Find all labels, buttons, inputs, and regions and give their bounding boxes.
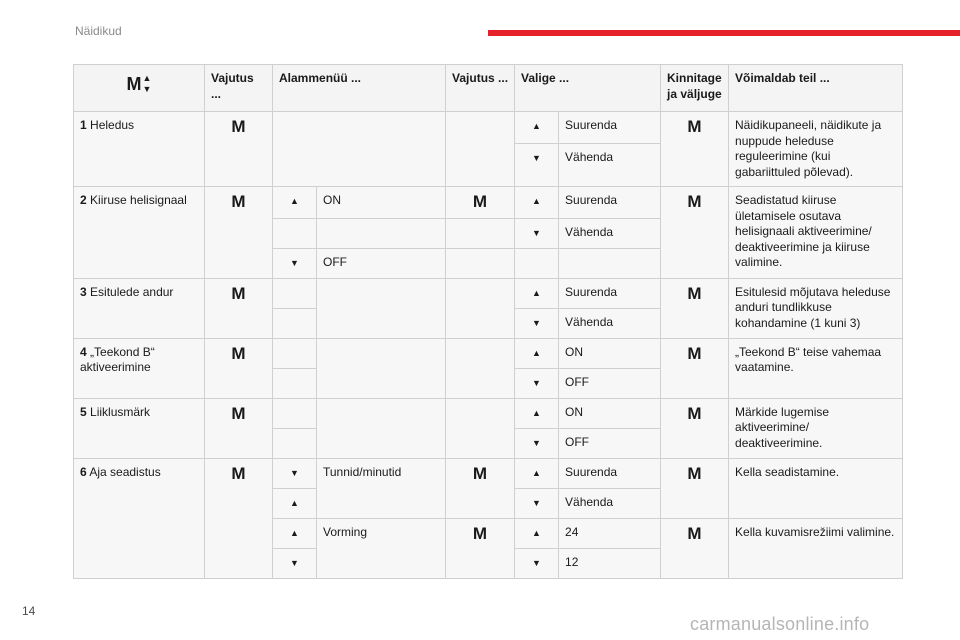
arrow-up-icon: ▲ (290, 497, 299, 508)
menu-m-icon: M (231, 283, 246, 303)
option-label: Vähenda (559, 144, 661, 187)
table-row (74, 338, 903, 368)
menu-m-icon: M (687, 343, 702, 363)
row-5-name-cell: 5 Liiklusmärk (74, 398, 205, 458)
option-label: Suurenda (559, 278, 661, 308)
submenu-label: Vorming (317, 518, 446, 578)
row-6-description: Kella seadistamine. (729, 458, 903, 518)
menu-m-icon: M (687, 403, 702, 423)
row-1-submenu-cell (273, 112, 446, 187)
option-label: Vähenda (559, 218, 661, 248)
arrow-up-icon: ▲ (142, 73, 152, 83)
page-number: 14 (22, 604, 36, 618)
arrow-up-icon: ▲ (532, 287, 541, 298)
header-press: Vajutus ... (205, 65, 273, 112)
arrow-up-icon: ▲ (532, 467, 541, 478)
table-row (74, 398, 903, 428)
header-press-second: Vajutus ... (446, 65, 515, 112)
table-header-row (74, 65, 903, 112)
submenu-label: Tunnid/minutid (317, 458, 446, 518)
header-confirm: Kinnitage ja väljuge (661, 65, 729, 112)
menu-m-icon: M (231, 343, 246, 363)
arrow-up-icon: ▲ (532, 347, 541, 358)
row-4-name-cell: 4 „Teekond B“ aktiveerimine (74, 338, 205, 398)
arrow-down-icon: ▼ (290, 557, 299, 568)
arrow-down-icon: ▼ (532, 317, 541, 328)
arrow-up-icon: ▲ (532, 196, 541, 206)
menu-m-icon: M (472, 192, 488, 211)
submenu-label: ON (317, 187, 446, 219)
arrow-up-icon: ▲ (290, 196, 299, 206)
menu-m-icon: M (231, 117, 246, 136)
row-6-name-cell: 6 Aja seadistus (74, 458, 205, 578)
table-row (74, 458, 903, 488)
header-submenu: Alammenüü ... (273, 65, 446, 112)
menu-m-icon: M (231, 403, 246, 423)
menu-m-icon: M (687, 117, 702, 136)
option-label: ON (559, 338, 661, 368)
row-1-description: Näidikupaneeli, näidikute ja nuppude heleduse reguleerimine (kui gabariittuled põlevad). (729, 112, 903, 187)
option-label: Suurenda (559, 458, 661, 488)
running-header: Näidikud (75, 24, 122, 38)
row-2-description: Seadistatud kiiruse ületamisele osutava helisignaali aktiveerimine/ deaktiveerimine ja kiiruse valimine. (729, 187, 903, 279)
arrow-up-icon: ▲ (532, 121, 541, 131)
arrow-up-icon: ▲ (532, 407, 541, 418)
option-label: OFF (559, 368, 661, 398)
menu-m-icon: M (687, 523, 702, 543)
header-accent-bar (488, 30, 960, 36)
option-label: OFF (559, 428, 661, 458)
arrow-down-icon: ▼ (532, 557, 541, 568)
row-5-description: Märkide lugemise aktiveerimine/ deaktiveerimine. (729, 398, 903, 458)
row-3-description: Esitulesid mõjutava heleduse anduri tundlikkuse kohandamine (1 kuni 3) (729, 278, 903, 338)
header-allows: Võimaldab teil ... (729, 65, 903, 112)
table-row (74, 112, 903, 144)
menu-m-icon: M (687, 283, 702, 303)
menu-m-icon: M (687, 463, 702, 483)
arrow-down-icon: ▼ (290, 257, 299, 268)
row-3-name-cell: 3 Esitulede andur (74, 278, 205, 338)
menu-button-header (74, 65, 205, 112)
row-1-press2-cell (446, 112, 515, 187)
menu-m-icon: M (472, 523, 488, 543)
row-2-name-cell: 2 Kiiruse helisignaal (74, 187, 205, 279)
option-label: ON (559, 398, 661, 428)
menu-m-icon: M (126, 74, 142, 94)
menu-m-icon: M (231, 463, 246, 483)
menu-m-icon: M (472, 463, 488, 483)
arrow-up-icon: ▲ (532, 527, 541, 538)
row-1-name-cell: 1 Heledus (74, 112, 205, 187)
watermark: carmanualsonline.info (690, 614, 870, 634)
header-select: Valige ... (515, 65, 661, 112)
arrow-down-icon: ▼ (532, 497, 541, 508)
arrow-down-icon: ▼ (532, 377, 541, 388)
option-label: Vähenda (559, 488, 661, 518)
arrow-down-icon: ▼ (290, 467, 299, 478)
row-1-confirm-cell (661, 112, 729, 187)
option-label: Suurenda (559, 112, 661, 144)
option-label: 12 (559, 548, 661, 578)
option-label: 24 (559, 518, 661, 548)
table-row (74, 187, 903, 219)
arrow-down-icon: ▼ (532, 437, 541, 448)
arrow-down-icon: ▼ (532, 227, 541, 238)
table-row (74, 278, 903, 308)
submenu-label: OFF (317, 248, 446, 278)
row-1-press-cell (205, 112, 273, 187)
arrow-down-icon: ▼ (532, 153, 541, 164)
option-label: Suurenda (559, 187, 661, 219)
row-4-description: „Teekond B“ teise vahemaa vaatamine. (729, 338, 903, 398)
arrow-up-icon: ▲ (290, 527, 299, 538)
menu-m-icon: M (231, 192, 246, 211)
menu-m-icon: M (687, 192, 702, 211)
option-label: Vähenda (559, 308, 661, 338)
display-settings-table (73, 64, 903, 579)
arrow-down-icon: ▼ (142, 84, 152, 94)
row-6-description-format: Kella kuvamisrežiimi valimine. (729, 518, 903, 578)
